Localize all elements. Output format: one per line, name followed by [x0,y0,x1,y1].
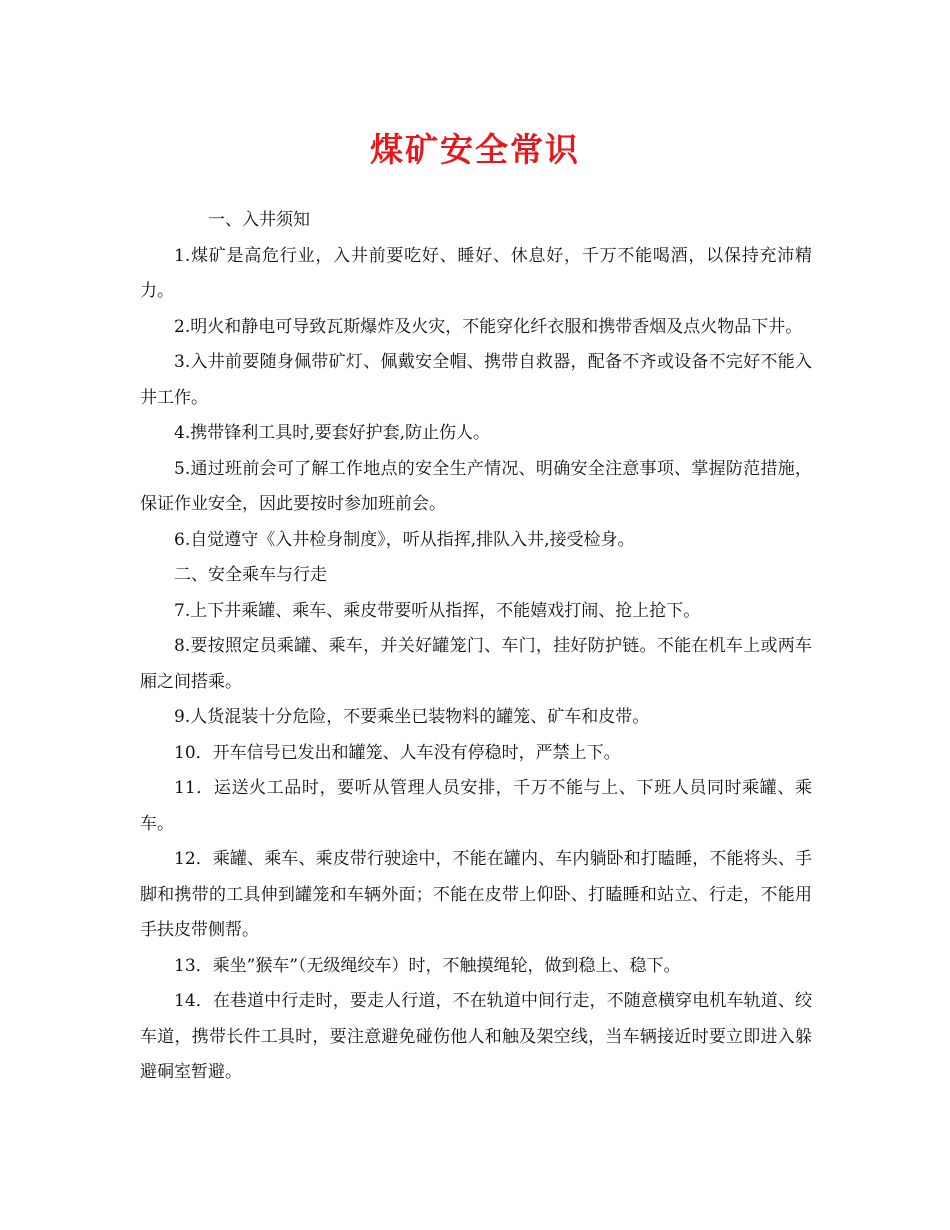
paragraph: 10．开车信号已发出和罐笼、人车没有停稳时，严禁上下。 [174,742,621,763]
paragraph: 1.煤矿是高危行业，入井前要吃好、睡好、休息好，千万不能喝酒，以保持充沛精力。 [140,245,812,301]
paragraph: 3.入井前要随身佩带矿灯、佩戴安全帽、携带自救器，配备不齐或设备不完好不能入井工作。 [140,352,812,408]
paragraph: 6.自觉遵守《入井检身制度》，听从指挥,排队入井,接受检身。 [174,529,635,550]
paragraph: 8.要按照定员乘罐、乘车，并关好罐笼门、车门，挂好防护链。不能在机车上或两车厢之间搭乘。 [140,636,812,692]
paragraph: 12．乘罐、乘车、乘皮带行驶途中，不能在罐内、车内躺卧和打瞌睡，不能将头、手脚和携带的工具伸到罐笼和车辆外面；不能在皮带上仰卧、打瞌睡和站立、行走，不能用手扶皮带侧帮。 [140,849,812,940]
paragraph: 5.通过班前会可了解工作地点的安全生产情况、明确安全注意事项、掌握防范措施，保证作业安全，因此要按时参加班前会。 [140,458,812,514]
paragraph: 14．在巷道中行走时，要走人行道，不在轨道中间行走，不随意横穿电机车轨道、绞车道，携带长件工具时，要注意避免碰伤他人和触及架空线，当车辆接近时要立即进入躲避硐室暂避。 [140,991,812,1082]
paragraph: 4.携带锋利工具时,要套好护套,防止伤人。 [174,423,491,443]
section-heading: 一、入井须知 [208,210,310,230]
paragraph: 9.人货混装十分危险，不要乘坐已装物料的罐笼、矿车和皮带。 [174,707,650,727]
paragraph: 13．乘坐”猴车”（无级绳绞车）时，不触摸绳轮，做到稳上、稳下。 [174,955,681,976]
section-heading: 二、安全乘车与行走 [174,565,327,585]
paragraph: 7.上下井乘罐、乘车、乘皮带要听从指挥，不能嬉戏打闹、抢上抢下。 [174,600,701,621]
paragraph: 2.明火和静电可导致瓦斯爆炸及火灾，不能穿化纤衣服和携带香烟及点火物品下井。 [174,316,803,337]
page-title: 煤矿安全常识 [370,130,580,169]
document-body [140,203,812,1091]
paragraph: 11．运送火工品时，要听从管理人员安排，千万不能与上、下班人员同时乘罐、乘车。 [140,778,812,834]
